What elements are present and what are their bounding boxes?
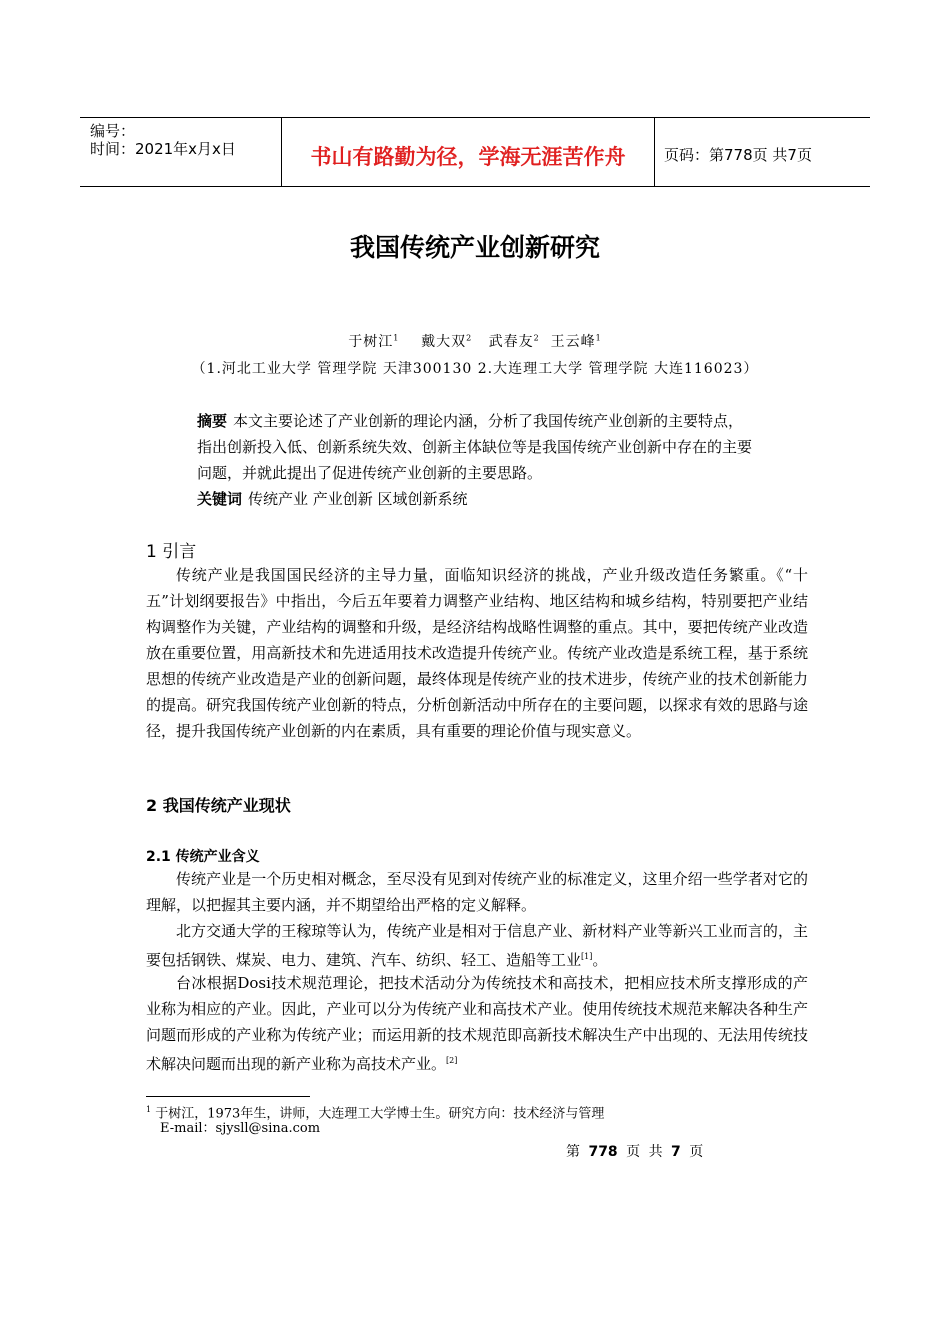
affiliation: （1.河北工业大学 管理学院 天津300130 2.大连理工大学 管理学院 大连116023） [191,361,759,377]
footnote-text: 于树江，1973年生，讲师，大连理工大学博士生。研究方向：技术经济与管理 [155,1106,605,1122]
author-name: 于树江 [348,334,394,350]
footer-suffix: 页 [689,1144,704,1160]
section-heading-intro: 1 引言 [146,542,197,562]
paragraph-definition-1: 传统产业是一个历史相对概念，至尽没有见到对传统产业的标准定义，这里介绍一些学者对它的理解，以把握其主要内涵，并不期望给出严格的定义解释。 [146,870,808,914]
paragraph-definition-3 [146,970,808,1077]
abstract-label: 摘要 [197,412,228,430]
author-name: 戴大双 [421,334,467,350]
footnote-sup: 1 [146,1105,152,1114]
keywords-label: 关键词 [197,490,243,508]
article-title: 我国传统产业创新研究 [349,233,600,262]
subsection-heading-definition: 2.1 传统产业含义 [146,849,260,865]
paragraph-text: 台冰根据Dosi技术规范理论，把技术活动分为传统技术和高技术，把相应技术所支撑形成的产业称为相应的产业。因此，产业可以分为传统产业和高技术产业。使用传统技术规范来解决各种生产问题而形成的产业称为传统产业；而运用新的技术规范即高新技术解决生产中出现的、无法用传统技术解决问题而出现的新产业称为高技术产业。 [146,974,808,1073]
author-sup: 1 [595,333,602,343]
author-name: 王云峰 [550,334,596,350]
keywords-text: 传统产业 产业创新 区域创新系统 [248,490,468,508]
footnote-email: E-mail：sjysll@sina.com [160,1121,321,1136]
page-info: 页码：第778页 共7页 [664,146,812,164]
time-label: 时间：2021年x月x日 [90,140,236,158]
keywords [197,486,757,512]
motto: 书山有路勤为径，学海无涯苦作舟 [310,145,626,169]
citation-ref: [2] [446,1056,458,1065]
footnote-divider [146,1096,310,1097]
header-page-cell [654,118,870,186]
header-meta-cell [80,118,281,186]
footer-middle: 页 共 [626,1144,663,1160]
citation-ref: [1] [581,952,593,961]
footer-total-pages: 7 [671,1144,681,1160]
abstract-text: 本文主要论述了产业创新的理论内涵，分析了我国传统产业创新的主要特点，指出创新投入低、创新系统失效、创新主体缺位等是我国传统产业创新中存在的主要问题，并就此提出了促进传统产业创新的主要思路。 [197,412,753,482]
author-sup: 2 [533,333,540,343]
author-list [0,331,950,351]
section-heading-status: 2 我国传统产业现状 [146,796,291,815]
abstract-block [197,408,757,512]
author-name: 武春友 [488,334,534,350]
page-footer [566,1141,703,1161]
document-header [80,117,870,187]
footer-current-page: 778 [588,1144,618,1160]
paragraph-definition-2 [146,918,808,973]
abstract [197,408,757,486]
author-sup: 2 [466,333,473,343]
paragraph-text: 北方交通大学的王稼琼等认为，传统产业是相对于信息产业、新材料产业等新兴工业而言的，主要包括钢铁、煤炭、电力、建筑、汽车、纺织、轻工、造船等工业 [146,922,808,969]
author-sup: 1 [393,333,400,343]
paragraph-intro: 传统产业是我国国民经济的主导力量，面临知识经济的挑战，产业升级改造任务繁重。《“十五”计划纲要报告》中指出，今后五年要着力调整产业结构、地区结构和城乡结构，特别要把产业结构调整作为关键，产业结构的调整和升级，是经济结构战略性调整的重点。其中，要把传统产业改造放在重要位置，用高新技术和先进适用技术改造提升传统产业。传统产业改造是系统工程，基于系统思想的传统产业改造是产业的创新问题，最终体现是传统产业的技术进步，传统产业的技术创新能力的提高。研究我国传统产业创新的特点，分析创新活动中所存在的主要问题，以探求有效的思路与途径，提升我国传统产业创新的内在素质，具有重要的理论价值与现实意义。 [146,566,808,740]
number-label: 编号： [90,122,136,140]
paragraph-text-end: 。 [592,951,608,969]
footer-prefix: 第 [566,1144,580,1160]
header-motto-cell [281,118,655,186]
